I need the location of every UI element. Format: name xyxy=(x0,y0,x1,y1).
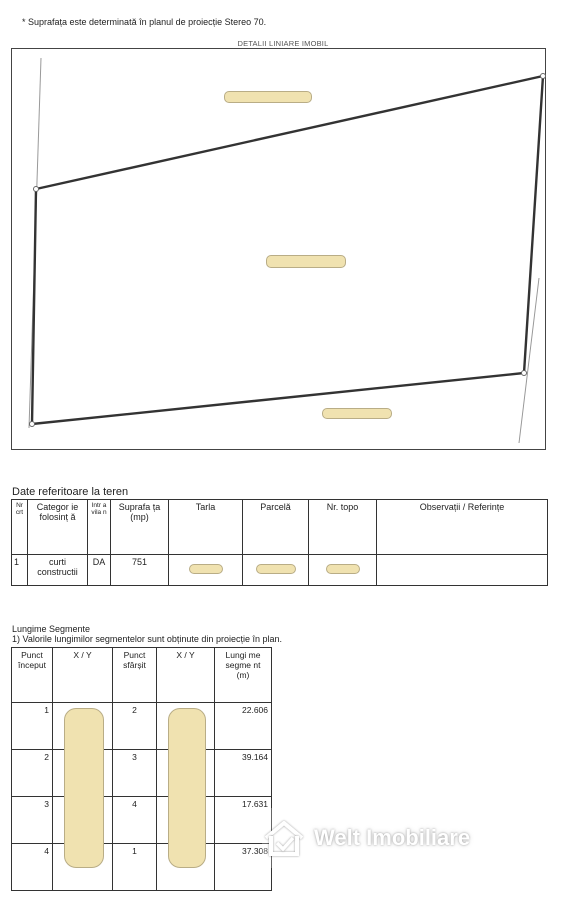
header-length: Lungi me segme nt (m) xyxy=(215,648,272,703)
cell-end: 2 xyxy=(113,703,157,750)
segmente-table xyxy=(11,647,272,891)
header-observatii: Observații / Referințe xyxy=(377,500,548,555)
header-intravilan: Intr a vila n xyxy=(88,500,111,555)
vertex-marker xyxy=(522,371,527,376)
vertex-marker xyxy=(34,187,39,192)
segmente-heading: Lungime Segmente xyxy=(12,624,91,634)
redacted-block xyxy=(189,564,223,574)
header-xy-end: X / Y xyxy=(157,648,215,703)
header-nrtopo: Nr. topo xyxy=(309,500,377,555)
header-nrcrt: Nr crt xyxy=(12,500,28,555)
cell-categorie: curti constructii xyxy=(28,555,88,586)
redacted-block xyxy=(256,564,296,574)
header-xy-start: X / Y xyxy=(53,648,113,703)
parcel-plan-drawing xyxy=(11,48,546,450)
teren-heading: Date referitoare la teren xyxy=(12,486,129,498)
table-row xyxy=(12,555,548,586)
cell-nrtopo xyxy=(309,555,377,586)
cell-tarla xyxy=(169,555,243,586)
vertex-marker xyxy=(30,422,35,427)
cell-end: 3 xyxy=(113,750,157,797)
header-start: Punct început xyxy=(12,648,53,703)
cell-end: 4 xyxy=(113,797,157,844)
table-row xyxy=(12,750,272,797)
redacted-coordinates xyxy=(64,708,104,868)
table-row xyxy=(12,844,272,891)
stereo70-note: * Suprafața este determinată în planul de proiecție Stereo 70. xyxy=(22,17,267,27)
cell-intravilan: DA xyxy=(88,555,111,586)
redacted-coordinates xyxy=(168,708,206,868)
segmente-note: 1) Valorile lungimilor segmentelor sunt obținute din proiecție în plan. xyxy=(12,634,282,644)
cell-nrcrt: 1 xyxy=(12,555,28,586)
watermark xyxy=(262,808,532,868)
header-parcela: Parcelă xyxy=(243,500,309,555)
cell-start: 3 xyxy=(12,797,53,844)
teren-table xyxy=(11,499,548,586)
redacted-block xyxy=(322,408,392,419)
header-tarla: Tarla xyxy=(169,500,243,555)
cell-length: 37.308 xyxy=(215,844,272,891)
parcel-outline xyxy=(32,76,543,424)
header-end: Punct sfârșit xyxy=(113,648,157,703)
cell-length: 22.606 xyxy=(215,703,272,750)
cell-parcela xyxy=(243,555,309,586)
cell-length: 17.631 xyxy=(215,797,272,844)
header-categorie: Categor ie folosinț ă xyxy=(28,500,88,555)
redacted-block xyxy=(266,255,346,268)
cell-observatii xyxy=(377,555,548,586)
vertex-marker xyxy=(541,74,546,79)
table-row xyxy=(12,797,272,844)
redacted-block xyxy=(224,91,312,103)
cell-start: 2 xyxy=(12,750,53,797)
cell-start: 4 xyxy=(12,844,53,891)
plan-title: DETALII LINIARE IMOBIL xyxy=(200,39,366,48)
table-row xyxy=(12,703,272,750)
watermark-text: Welt Imobiliare xyxy=(314,825,471,850)
header-suprafata: Suprafa ța (mp) xyxy=(111,500,169,555)
cell-suprafata: 751 xyxy=(111,555,169,586)
cell-start: 1 xyxy=(12,703,53,750)
cell-length: 39.164 xyxy=(215,750,272,797)
house-check-icon xyxy=(262,818,306,858)
cell-end: 1 xyxy=(113,844,157,891)
redacted-block xyxy=(326,564,360,574)
